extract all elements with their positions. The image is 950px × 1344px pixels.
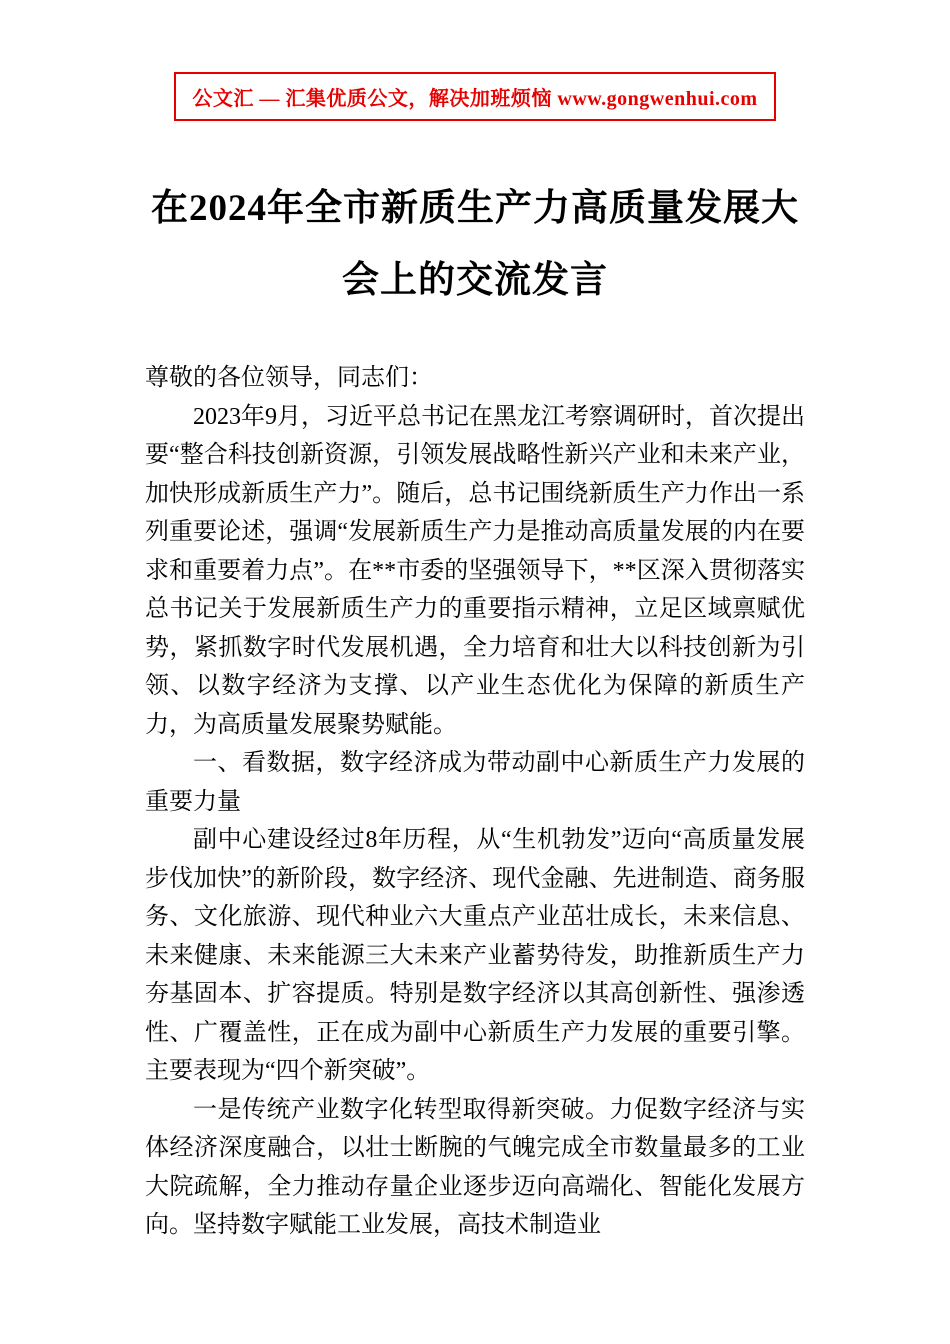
- banner-border-box: [174, 72, 775, 121]
- paragraph: 2023年9月，习近平总书记在黑龙江考察调研时，首次提出要“整合科技创新资源，引领发展战略性新兴产业和未来产业，加快形成新质生产力”。随后，总书记围绕新质生产力作出一系列重要论述，强调“发展新质生产力是推动高质量发展的内在要求和重要着力点”。在**市委的坚强领导下，**区深入贯彻落实总书记关于发展新质生产力的重要指示精神，立足区域禀赋优势，紧抓数字时代发展机遇，全力培育和壮大以科技创新为引领、以数字经济为支撑、以产业生态优化为保障的新质生产力，为高质量发展聚势赋能。: [145, 403, 805, 738]
- paragraph: 尊敬的各位领导，同志们：: [145, 365, 433, 391]
- document-body: [145, 359, 805, 1245]
- site-banner: [145, 72, 805, 121]
- banner-text: 公文汇 — 汇集优质公文，解决加班烦恼 www.gongwenhui.com: [192, 88, 758, 110]
- paragraph: 一是传统产业数字化转型取得新突破。力促数字经济与实体经济深度融合，以壮士断腕的气魄完成全市数量最多的工业大院疏解，全力推动存量企业逐步迈向高端化、智能化发展方向。坚持数字赋能工业发展，高技术制造业: [145, 1096, 805, 1238]
- paragraph: 一、看数据，数字经济成为带动副中心新质生产力发展的重要力量: [145, 750, 805, 815]
- paragraph: 副中心建设经过8年历程，从“生机勃发”迈向“高质量发展步伐加快”的新阶段，数字经济、现代金融、先进制造、商务服务、文化旅游、现代种业六大重点产业茁壮成长，未来信息、未来健康、未来能源三大未来产业蓄势待发，助推新质生产力夯基固本、扩容提质。特别是数字经济以其高创新性、强渗透性、广覆盖性，正在成为副中心新质生产力发展的重要引擎。主要表现为“四个新突破”。: [145, 827, 805, 1084]
- document-title: 在2024年全市新质生产力高质量发展大会上的交流发言: [151, 188, 799, 301]
